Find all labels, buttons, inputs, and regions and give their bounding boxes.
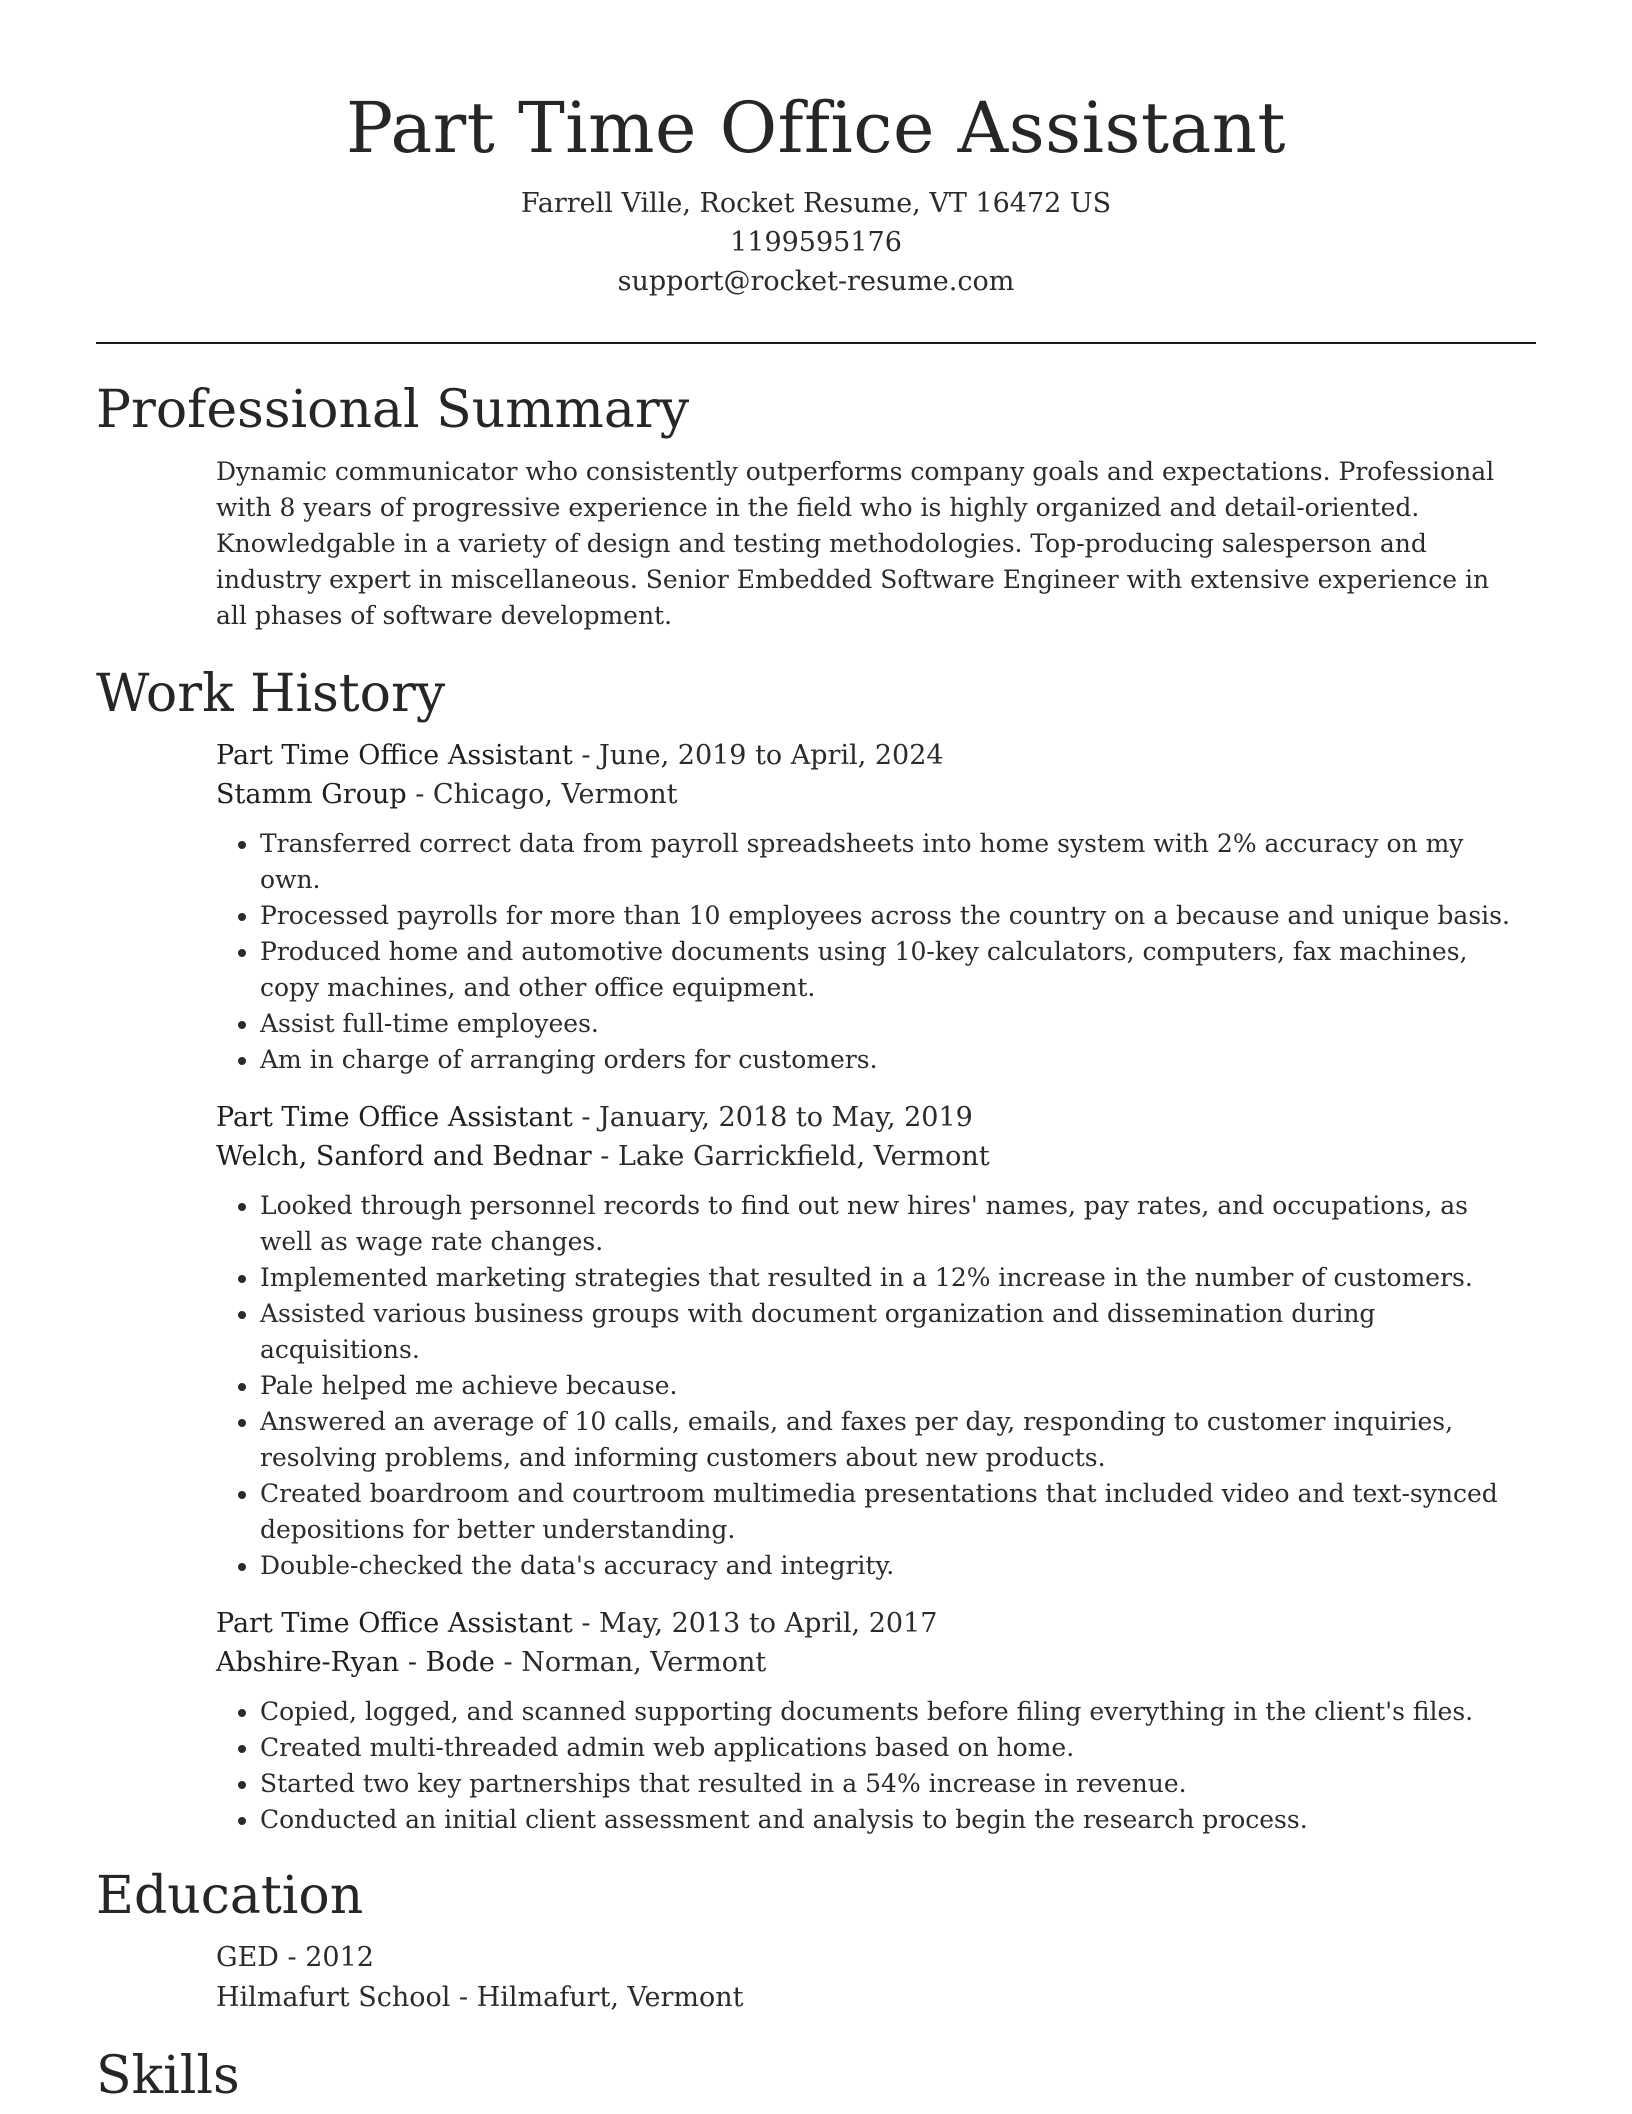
list-item: • Started two key partnerships that resulted in a 54% increase in revenue. (260, 1766, 1516, 1802)
job-role: Part Time Office Assistant (216, 1608, 573, 1639)
job-bullets (216, 826, 1516, 1078)
job-company: Stamm Group (216, 779, 407, 810)
skills-section (96, 2038, 1536, 2114)
education-location: - Hilmafurt, Vermont (450, 1982, 744, 2013)
list-item: • Implemented marketing strategies that resulted in a 12% increase in the number of customers. (260, 1260, 1516, 1296)
job-role: Part Time Office Assistant (216, 1102, 573, 1133)
job-title-line (216, 1604, 1516, 1644)
section-title-education: Education (96, 1866, 364, 1926)
education-school: Hilmafurt School (216, 1982, 451, 2013)
contact-block (0, 184, 1632, 301)
list-item: • Copied, logged, and scanned supporting documents before filing everything in the client's files. (260, 1694, 1516, 1730)
job-entry (216, 1098, 1516, 1584)
job-location: - Norman, Vermont (494, 1647, 767, 1678)
job-title-line (216, 1098, 1516, 1138)
list-item: • Created boardroom and courtroom multimedia presentations that included video and text-synced depositions for better understanding. (260, 1476, 1516, 1548)
job-entry (216, 1604, 1516, 1838)
job-location: - Chicago, Vermont (406, 779, 678, 810)
job-location: - Lake Garrickfield, Vermont (591, 1141, 990, 1172)
summary-body (216, 454, 1516, 634)
section-title-summary: Professional Summary (96, 380, 690, 440)
section-title-work-history: Work History (96, 664, 446, 724)
work-history-section (96, 656, 1536, 1838)
job-bullets (216, 1188, 1516, 1584)
job-role: Part Time Office Assistant (216, 740, 573, 771)
section-title-skills: Skills (96, 2046, 240, 2106)
header-divider (96, 342, 1536, 344)
list-item: • Assist full-time employees. (260, 1006, 1516, 1042)
list-item: • Assisted various business groups with document organization and dissemination during acquisitions. (260, 1296, 1516, 1368)
contact-phone: 1199595176 (730, 227, 902, 258)
job-company: Welch, Sanford and Bednar (216, 1141, 592, 1172)
list-item: • Conducted an initial client assessment and analysis to begin the research process. (260, 1802, 1516, 1838)
work-history-body (216, 736, 1516, 1838)
candidate-name: Part Time Office Assistant (346, 87, 1286, 169)
list-item: • Produced home and automotive documents using 10-key calculators, computers, fax machines, copy machines, and other office equipment. (260, 934, 1516, 1006)
job-bullets (216, 1694, 1516, 1838)
job-entry (216, 736, 1516, 1078)
contact-email: support@rocket-resume.com (617, 266, 1015, 297)
list-item: • Transferred correct data from payroll spreadsheets into home system with 2% accuracy on my own. (260, 826, 1516, 898)
job-dates: - January, 2018 to May, 2019 (572, 1102, 973, 1133)
job-dates: - May, 2013 to April, 2017 (572, 1608, 938, 1639)
resume-content (96, 372, 1536, 2114)
list-item: • Looked through personnel records to find out new hires' names, pay rates, and occupations, as well as wage rate changes. (260, 1188, 1516, 1260)
education-entry (216, 1938, 1516, 2018)
job-company-line (216, 1644, 1516, 1682)
job-dates: - June, 2019 to April, 2024 (572, 740, 944, 771)
education-degree: GED - 2012 (216, 1942, 374, 1973)
education-school-line (216, 1978, 1516, 2018)
list-item: • Am in charge of arranging orders for customers. (260, 1042, 1516, 1078)
list-item: • Answered an average of 10 calls, emails, and faxes per day, responding to customer inquiries, resolving problems, and informing customers about new products. (260, 1404, 1516, 1476)
job-company-line (216, 1138, 1516, 1176)
job-company-line (216, 776, 1516, 814)
list-item: • Double-checked the data's accuracy and integrity. (260, 1548, 1516, 1584)
list-item: • Processed payrolls for more than 10 employees across the country on a because and unique basis. (260, 898, 1516, 934)
education-section (96, 1858, 1536, 2018)
education-body (216, 1938, 1516, 2018)
job-title-line (216, 736, 1516, 776)
job-company: Abshire-Ryan - Bode (216, 1647, 495, 1678)
list-item: • Created multi-threaded admin web applications based on home. (260, 1730, 1516, 1766)
summary-text: Dynamic communicator who consistently outperforms company goals and expectations. Professional with 8 years of progressive experience in the field who is highly organized and detail-oriented. Knowledgable in a variety of design and testing methodologies. Top-producing salesperson and industry expert in miscellaneous. Senior Embedded Software Engineer with extensive experience in all phases of software development. (216, 457, 1495, 630)
resume-header (0, 80, 1632, 301)
summary-section (96, 372, 1536, 634)
list-item: • Pale helped me achieve because. (260, 1368, 1516, 1404)
contact-address: Farrell Ville, Rocket Resume, VT 16472 US (520, 188, 1112, 219)
